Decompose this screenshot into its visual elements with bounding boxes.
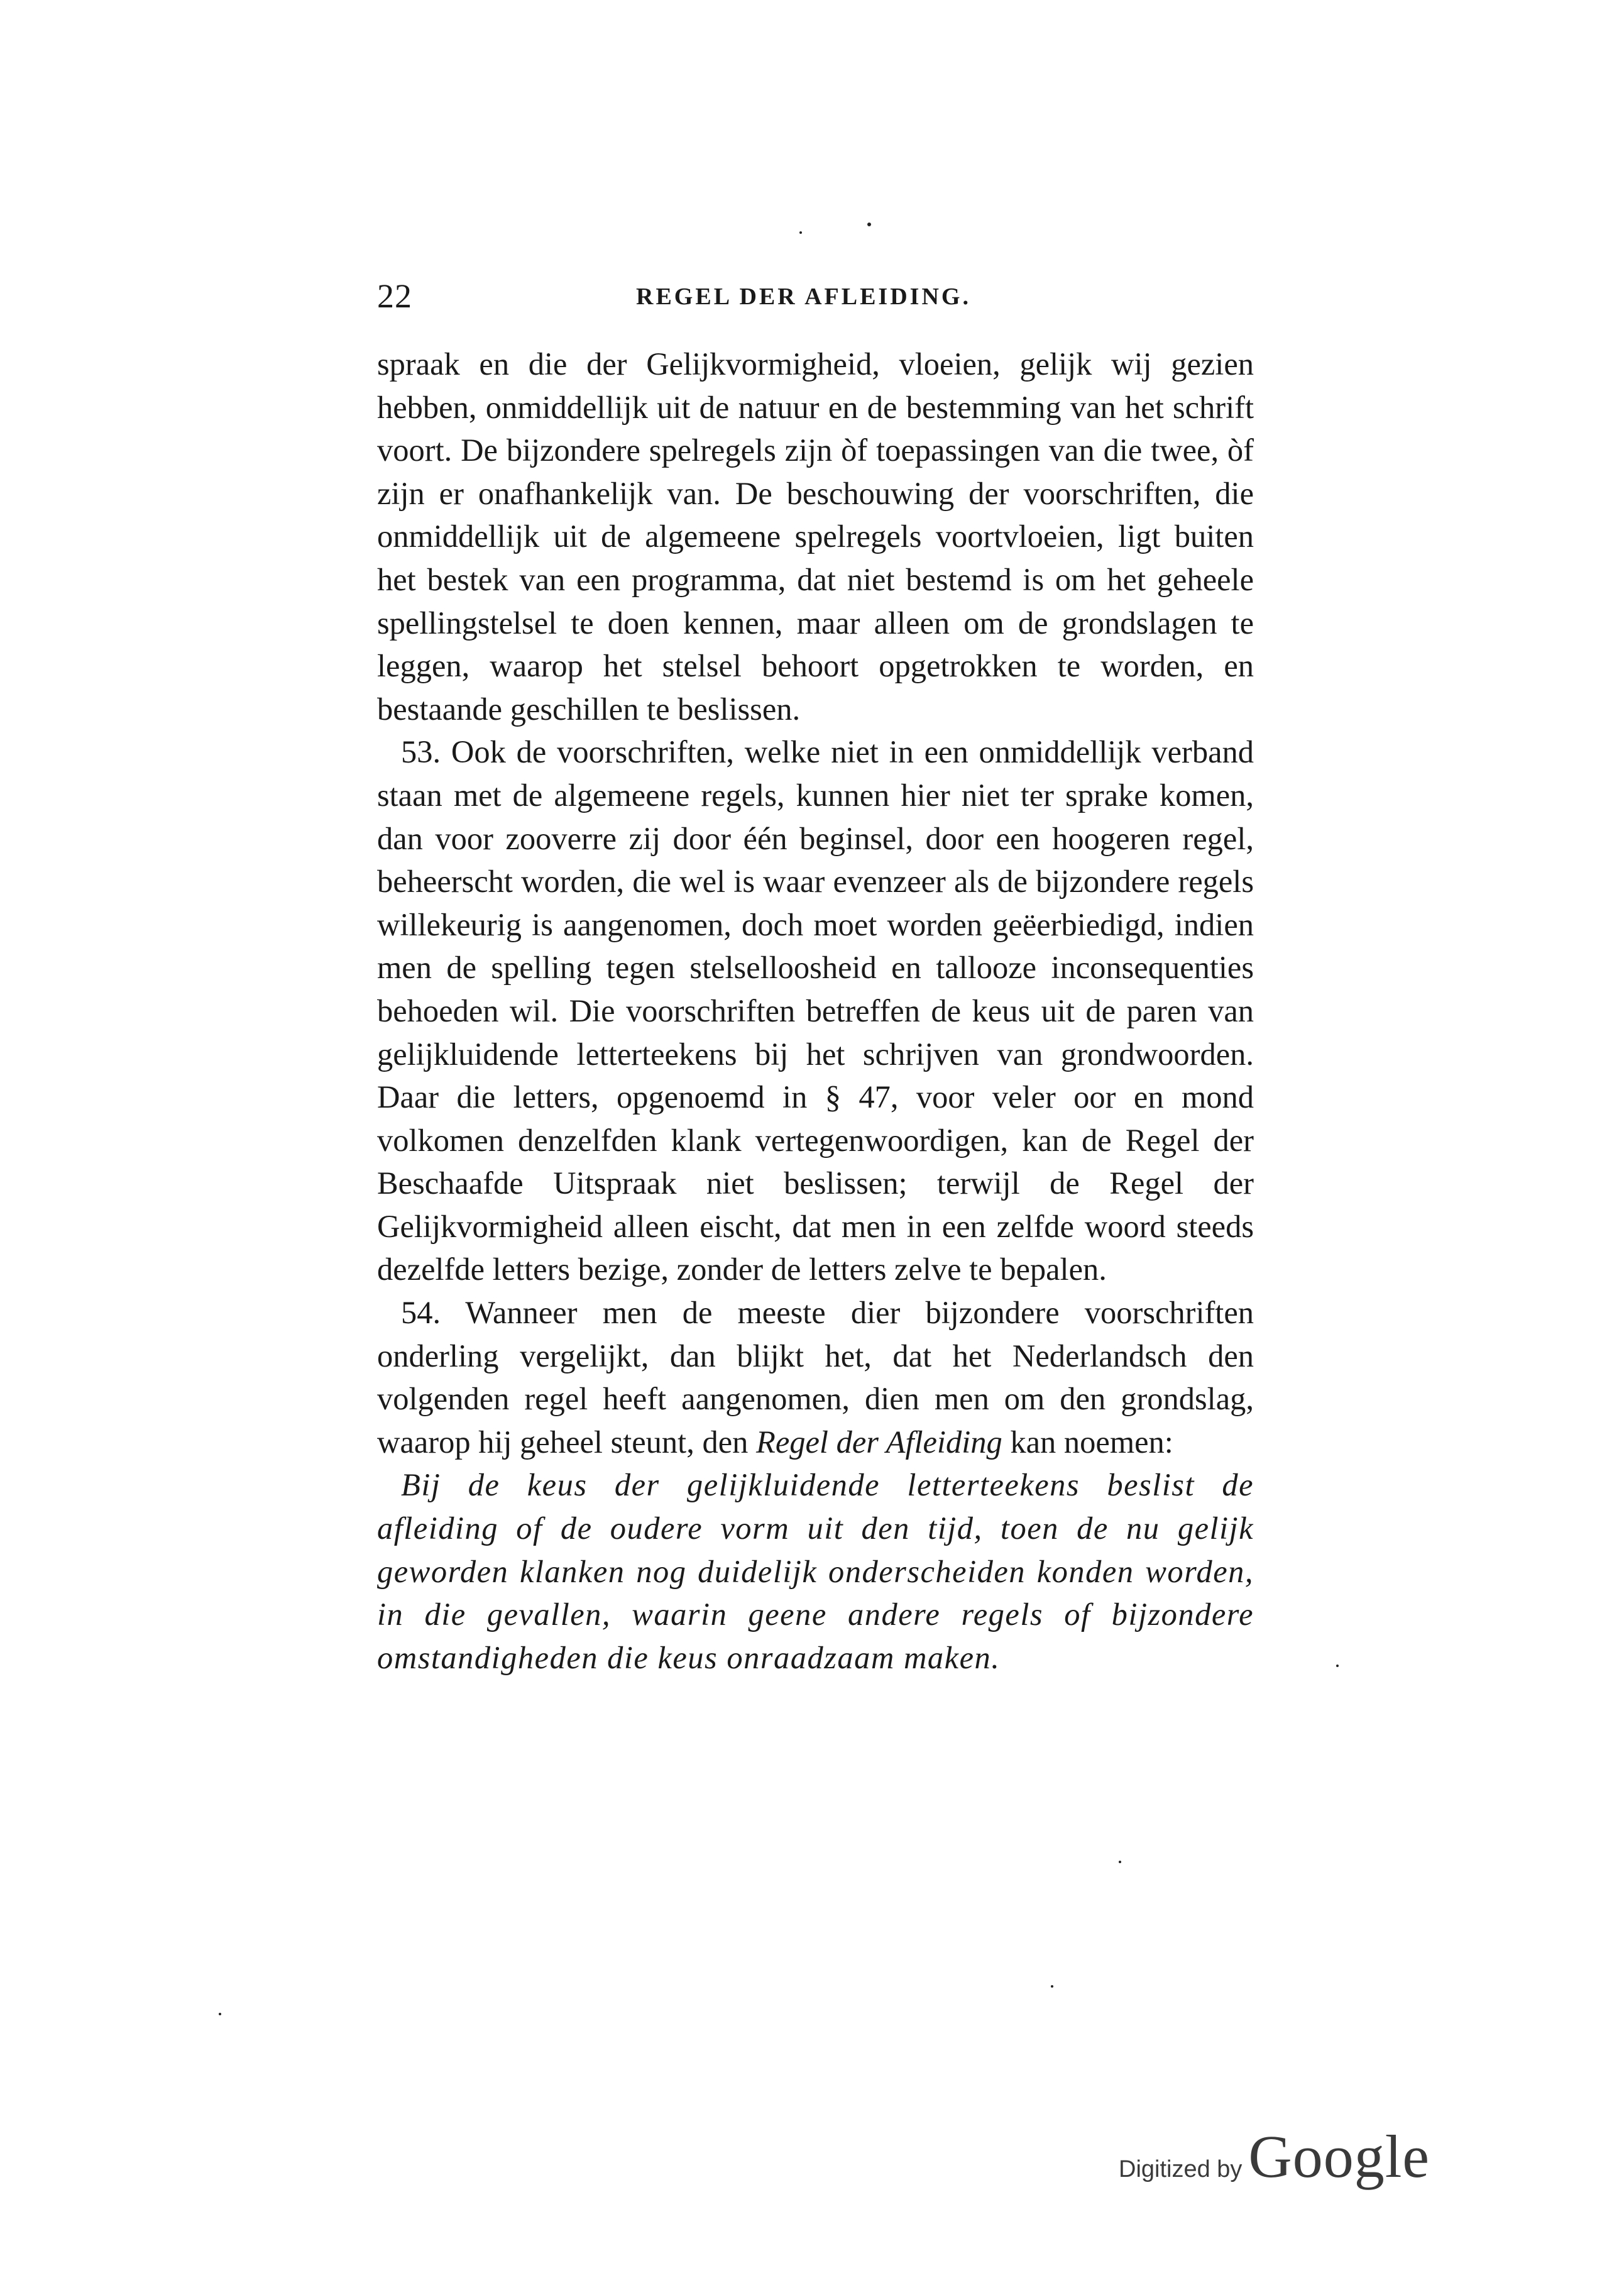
digitization-credit — [1119, 2122, 1430, 2190]
rule-name-emphasis: Regel der Afleiding — [756, 1424, 1002, 1460]
printer-speck — [799, 231, 802, 234]
paragraph-continuation: spraak en die der Gelijkvormigheid, vloeien, gelijk wij gezien hebben, onmiddellijk uit de natuur en de bestemming van het schrift voort. De bijzondere spelregels zijn òf toepassingen van die twee, òf zijn er onafhankelijk van. De beschouwing der voorschriften, die onmiddellijk uit de algemeene spelregels voortvloeien, ligt buiten het bestek van een programma, dat niet bestemd is om het geheele spellingstelsel te doen kennen, maar alleen om de grondslagen te leggen, waarop het stelsel behoort opgetrokken te worden, en bestaande geschillen te beslissen. — [377, 346, 1254, 727]
paragraph-54 — [377, 1291, 1254, 1463]
page-header — [377, 277, 1267, 321]
printer-speck — [1336, 1665, 1339, 1667]
paragraph-54-lead: 54. Wanneer men de meeste dier bijzondere voorschriften onderling vergelijkt, dan blijkt het, dat het Nederlandsch den volgenden regel heeft aangenomen, dien men om den grondslag, waarop hij geheel steunt, den — [377, 1295, 1254, 1460]
credit-prefix: Digitized by — [1119, 2156, 1243, 2183]
rule-statement: Bij de keus der gelijkluidende letterteekens beslist de afleiding of de oudere vorm uit den tijd, toen de nu gelijk geworden klanken nog duidelijk onderscheiden konden worden, in die gevallen, waarin geene andere regels of bijzondere omstandigheden die keus onraadzaam maken. — [377, 1467, 1254, 1675]
running-head: REGEL DER AFLEIDING. — [636, 283, 971, 310]
printer-speck — [1051, 1985, 1053, 1988]
body-text — [377, 343, 1254, 1679]
printer-speck — [1119, 1861, 1121, 1863]
page-number: 22 — [377, 277, 412, 315]
paragraph-53: 53. Ook de voorschriften, welke niet in een onmiddellijk verband staan met de algemeene regels, kunnen hier niet ter sprake komen, dan voor zooverre zij door één beginsel, door een hoogeren regel, beheerscht worden, die wel is waar evenzeer als de bijzondere regels willekeurig is aangenomen, doch moet worden geëerbiedigd, indien men de spelling tegen stelselloosheid en tallooze inconsequenties behoeden wil. Die voorschriften betreffen de keus uit de paren van gelijkluidende letterteekens bij het schrijven van grondwoorden. Daar die letters, opgenoemd in § 47, voor veler oor en mond volkomen denzelfden klank vertegenwoordigen, kan de Regel der Beschaafde Uitspraak niet beslissen; terwijl de Regel der Gelijkvormigheid alleen eischt, dat men in een zelfde woord steeds dezelfde letters bezige, zonder de letters zelve te bepalen. — [377, 734, 1254, 1287]
printer-speck — [867, 223, 871, 226]
printer-speck — [219, 2013, 221, 2015]
paragraph-54-tail: kan noemen: — [1002, 1424, 1173, 1460]
google-wordmark: Google — [1248, 2123, 1430, 2190]
